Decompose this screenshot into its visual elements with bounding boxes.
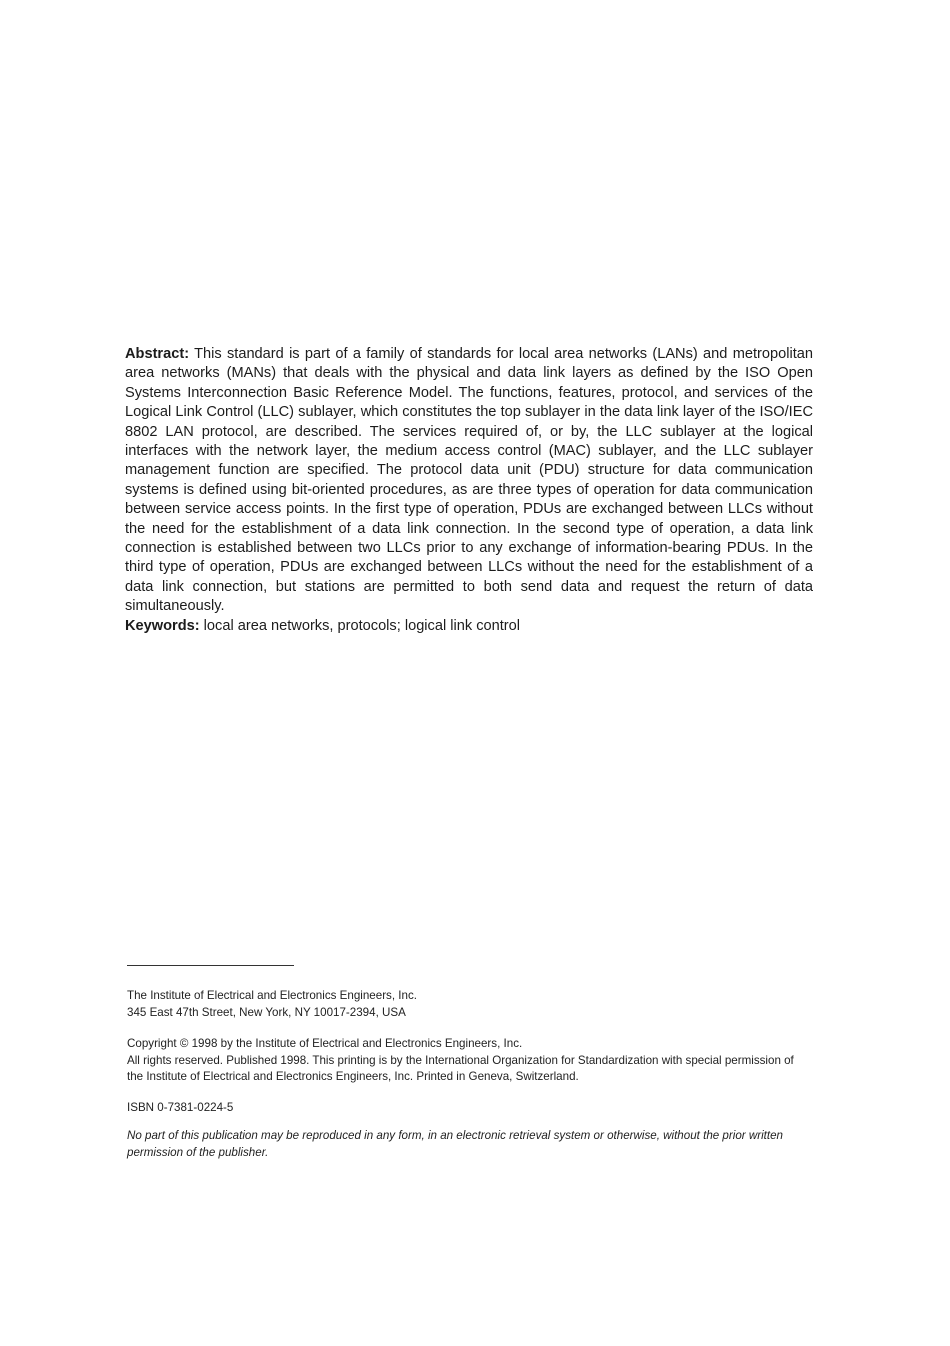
isbn-number: ISBN 0-7381-0224-5 bbox=[127, 1101, 234, 1114]
abstract-paragraph bbox=[125, 345, 813, 617]
notice-text: No part of this publication may be reproduced in any form, in an electronic retrieval system or otherwise, without the prior written permission of the publisher. bbox=[127, 1129, 783, 1159]
publisher-address: 345 East 47th Street, New York, NY 10017-2394, USA bbox=[127, 1005, 406, 1019]
publisher-block bbox=[127, 988, 812, 1021]
rights-statement: All rights reserved. Published 1998. This printing is by the International Organization for Standardization with special permission of the Institute of Electrical and Electronics Engineers, Inc. Printed in Geneva, Switzerland. bbox=[127, 1053, 794, 1083]
keywords-text: local area networks, protocols; logical link control bbox=[203, 617, 521, 634]
abstract-section bbox=[125, 345, 813, 636]
publisher-name: The Institute of Electrical and Electronics Engineers, Inc. bbox=[127, 989, 417, 1002]
keywords-label: Keywords: bbox=[125, 617, 200, 634]
footer-divider bbox=[127, 965, 294, 966]
reproduction-notice bbox=[127, 1128, 812, 1161]
copyright-line: Copyright © 1998 by the Institute of Electrical and Electronics Engineers, Inc. bbox=[127, 1037, 523, 1050]
abstract-label: Abstract: bbox=[125, 346, 190, 362]
abstract-text: This standard is part of a family of standards for local area networks (LANs) and metropolitan area networks (MANs) that deals with the physical and data link layers as defined by the ISO Open Systems Interconnection Basic Reference Model. The functions, features, protocol, and services of the Logical Link Control (LLC) sublayer, which constitutes the top sublayer in the data link layer of the ISO/IEC 8802 LAN protocol, are described. The services required of, or by, the LLC sublayer at the logical interfaces with the network layer, the medium access control (MAC) sublayer, and the LLC sublayer management function are specified. The protocol data unit (PDU) structure for data communication systems is defined using bit-oriented procedures, as are three types of operation for data communication between service access points. In the first type of operation, PDUs are exchanged between LLCs without the need for the establishment of a data link connection. In the second type of operation, a data link connection is established between two LLCs prior to any exchange of information-bearing PDUs. In the third type of operation, PDUs are exchanged between LLCs without the need for the establishment of a data link connection, but stations are permitted to both send data and request the return of data simultaneously. bbox=[125, 346, 813, 615]
isbn-block bbox=[127, 1100, 812, 1117]
copyright-block bbox=[127, 1036, 812, 1086]
keywords-paragraph bbox=[125, 617, 813, 636]
